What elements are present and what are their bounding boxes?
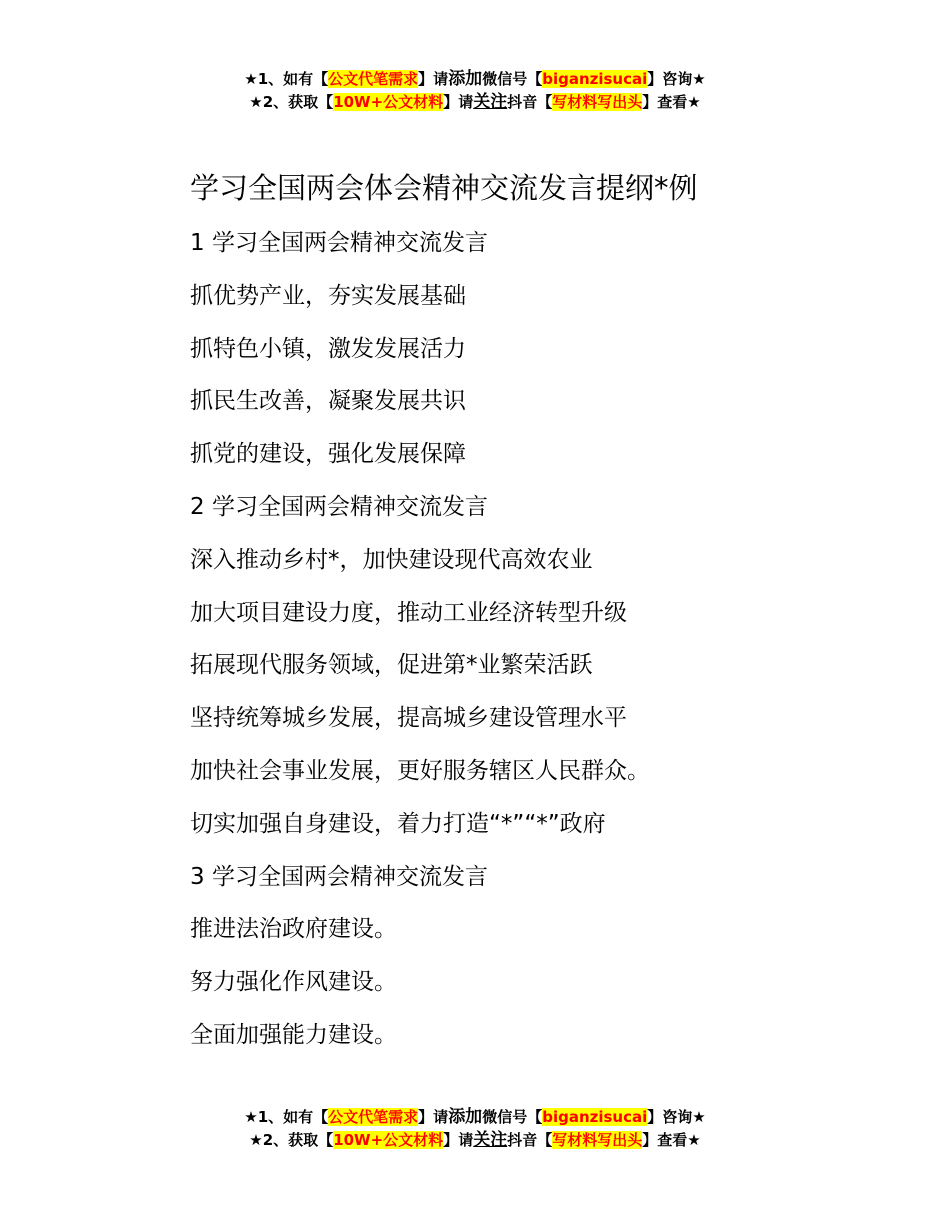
outline-item: 坚持统筹城乡发展，提高城乡建设管理水平 — [190, 705, 627, 732]
banner-text: 微信号【 — [482, 70, 543, 88]
header-banner — [0, 68, 950, 114]
outline-item: 加快社会事业发展，更好服务辖区人民群众。 — [190, 757, 650, 784]
outline-item: 抓民生改善，凝聚发展共识 — [190, 388, 466, 415]
outline-item: 抓特色小镇，激发发展活力 — [190, 335, 466, 362]
banner-text: 】请 — [418, 70, 449, 88]
banner-text: ★1、如有【 — [244, 1108, 329, 1126]
banner-text: 抖音【 — [507, 93, 553, 111]
banner-text: 】咨询★ — [647, 1108, 706, 1126]
footer-line-2 — [0, 1129, 950, 1152]
outline-item: 全面加强能力建设。 — [190, 1021, 397, 1048]
highlight-douyin-account: 写材料写出头 — [552, 1131, 643, 1149]
banner-text: 】咨询★ — [647, 70, 706, 88]
header-line-1 — [0, 68, 950, 91]
banner-text: ★2、获取【 — [249, 1131, 334, 1149]
section-heading: 3 学习全国两会精神交流发言 — [190, 863, 488, 890]
footer-line-1 — [0, 1106, 950, 1129]
highlight-wechat-id: biganzisucai — [542, 1108, 648, 1126]
banner-text-add: 添加 — [448, 1107, 483, 1127]
document-title: 学习全国两会体会精神交流发言提纲*例 — [190, 171, 698, 205]
outline-item: 深入推动乡村*，加快建设现代高效农业 — [190, 546, 593, 573]
highlight-wechat-id: biganzisucai — [542, 70, 648, 88]
section-heading: 1 学习全国两会精神交流发言 — [190, 230, 488, 256]
highlight-douyin-account: 写材料写出头 — [552, 93, 643, 111]
banner-text: 抖音【 — [507, 1131, 553, 1149]
outline-item: 推进法治政府建设。 — [190, 916, 397, 943]
highlight-materials: 10W+公文材料 — [333, 93, 444, 111]
outline-item: 抓党的建设，强化发展保障 — [190, 441, 466, 468]
banner-text: 】请 — [443, 1131, 474, 1149]
banner-text: ★1、如有【 — [244, 70, 329, 88]
banner-text-add: 添加 — [448, 69, 483, 89]
header-line-2 — [0, 91, 950, 114]
highlight-service: 公文代笔需求 — [328, 70, 419, 88]
banner-text: 】请 — [443, 93, 474, 111]
banner-text: 】查看★ — [642, 1131, 701, 1149]
banner-text-follow: 关注 — [473, 1130, 508, 1150]
outline-item: 加大项目建设力度，推动工业经济转型升级 — [190, 599, 627, 626]
section-heading: 2 学习全国两会精神交流发言 — [190, 493, 488, 520]
highlight-materials: 10W+公文材料 — [333, 1131, 444, 1149]
outline-item: 努力强化作风建设。 — [190, 969, 397, 996]
outline-item: 拓展现代服务领域，促进第*业繁荣活跃 — [190, 652, 593, 679]
outline-item: 切实加强自身建设，着力打造“*”“*”政府 — [190, 810, 606, 837]
banner-text: 微信号【 — [482, 1108, 543, 1126]
footer-banner — [0, 1106, 950, 1152]
highlight-service: 公文代笔需求 — [328, 1108, 419, 1126]
banner-text-follow: 关注 — [473, 92, 508, 112]
banner-text: 】查看★ — [642, 93, 701, 111]
outline-item: 抓优势产业，夯实发展基础 — [190, 282, 466, 309]
banner-text: ★2、获取【 — [249, 93, 334, 111]
document-body — [190, 165, 890, 1062]
banner-text: 】请 — [418, 1108, 449, 1126]
